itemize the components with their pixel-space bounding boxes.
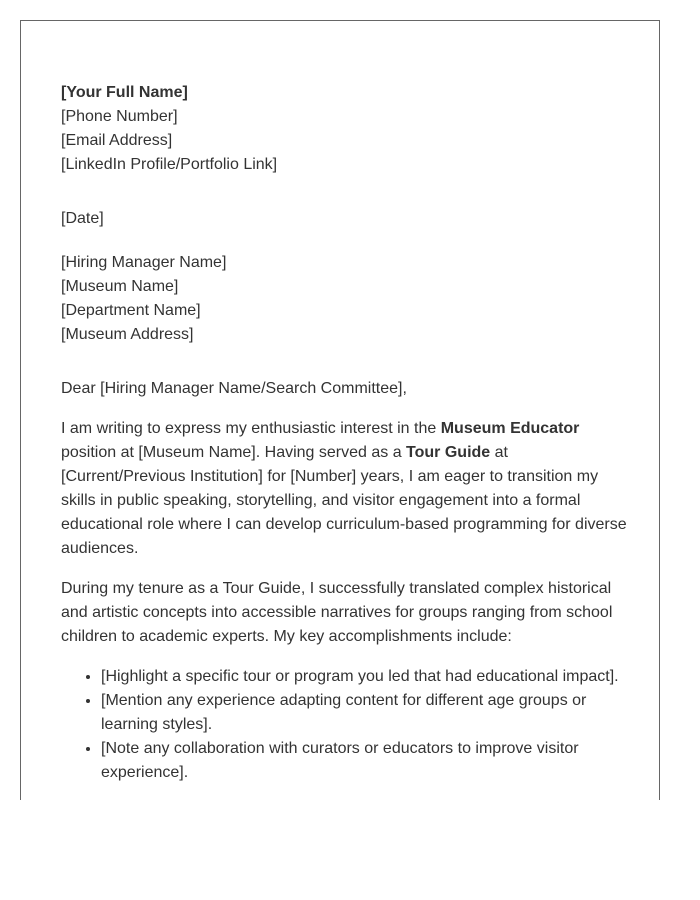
list-item: • [Mention any experience adapting content for different age groups or learning styles]. [101,689,631,737]
recipient-block [61,251,631,347]
recipient-department: [Department Name] [61,302,201,319]
paragraph-intro-part1: I am writing to express my enthusiastic interest in the [61,420,441,437]
recipient-museum: [Museum Name] [61,278,179,295]
salutation-block [61,377,631,401]
sender-block [61,81,631,177]
role-tour-guide: Tour Guide [406,444,491,461]
paragraph-intro [61,417,631,561]
sender-name: [Your Full Name] [61,84,188,101]
recipient-address: [Museum Address] [61,326,194,343]
date-block [61,207,631,231]
sender-phone: [Phone Number] [61,108,178,125]
letter-page [20,20,660,800]
paragraph-experience: During my tenure as a Tour Guide, I successfully translated complex historical and artistic concepts into accessible narratives for groups ranging from school children to academic experts. My key accomplishments include: [61,580,613,645]
letter-content [61,81,631,785]
letter-date: [Date] [61,210,104,227]
salutation: Dear [Hiring Manager Name/Search Committee], [61,380,407,397]
paragraph-intro-part3: at [Current/Previous Institution] for [Number] years, I am eager to transition my skills in public speaking, storytelling, and visitor engagement into a formal educational role where I can develop curriculum-based programming for diverse audiences. [61,444,627,557]
recipient-manager: [Hiring Manager Name] [61,254,227,271]
sender-email: [Email Address] [61,132,173,149]
sender-link: [LinkedIn Profile/Portfolio Link] [61,156,278,173]
paragraph-intro-part2: position at [Museum Name]. Having served as a [61,444,407,461]
list-item: • [Note any collaboration with curators or educators to improve visitor experience]. [101,737,631,785]
role-museum-educator: Museum Educator [440,420,580,437]
list-item: • [Highlight a specific tour or program you led that had educational impact]. [101,665,631,689]
accomplishments-list [61,665,631,785]
